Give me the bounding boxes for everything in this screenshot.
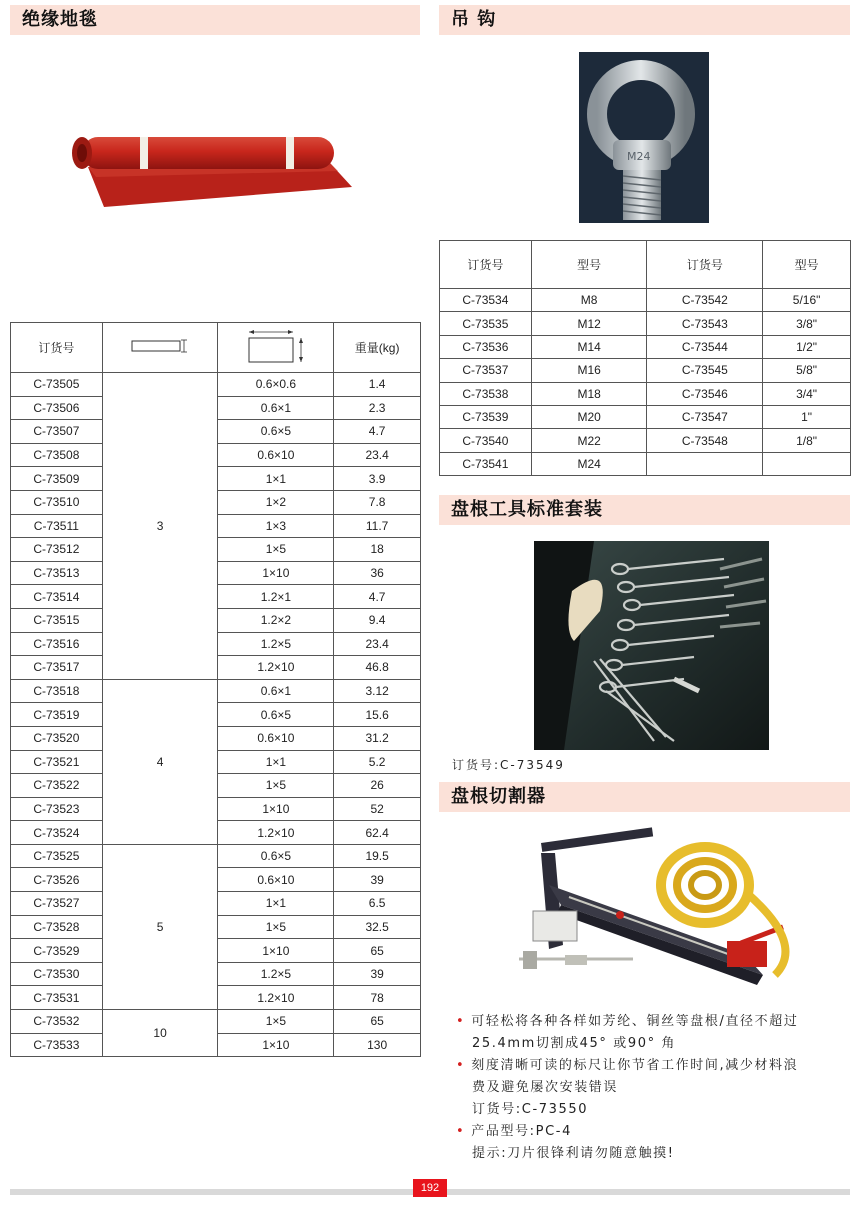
size-cell: 0.6×5 xyxy=(218,703,334,727)
feature-1-line-1: • 可轻松将各种各样如芳纶、铜丝等盘根/直径不超过 xyxy=(456,1014,799,1029)
size-cell: 0.6×0.6 xyxy=(218,373,334,397)
feature-2-line-2: 费及避免屡次安装错误 xyxy=(472,1080,619,1095)
order-number-cell: C-73534 xyxy=(440,289,532,312)
order-number-cell: C-73541 xyxy=(440,452,532,475)
page-number: 192 xyxy=(413,1179,447,1197)
weight-cell: 23.4 xyxy=(334,443,421,467)
size-cell: 1.2×10 xyxy=(218,656,334,680)
size-cell: 1×5 xyxy=(218,915,334,939)
model-cell: 1" xyxy=(763,405,851,428)
weight-cell: 4.7 xyxy=(334,420,421,444)
weight-cell: 39 xyxy=(334,962,421,986)
size-cell: 1×2 xyxy=(218,490,334,514)
model-cell: M14 xyxy=(531,335,647,358)
weight-cell: 62.4 xyxy=(334,821,421,845)
table-row xyxy=(440,452,851,475)
table-row xyxy=(11,679,421,703)
order-number-cell: C-73544 xyxy=(647,335,763,358)
weight-cell: 7.8 xyxy=(334,490,421,514)
weight-cell: 32.5 xyxy=(334,915,421,939)
size-cell: 1×1 xyxy=(218,892,334,916)
weight-cell: 1.4 xyxy=(334,373,421,397)
order-number-cell: C-73543 xyxy=(647,312,763,335)
order-number-cell: C-73511 xyxy=(11,514,103,538)
table-row xyxy=(440,429,851,452)
feature-2-line-1: • 刻度清晰可读的标尺让你节省工作时间,减少材料浪 xyxy=(456,1058,799,1073)
size-cell: 0.6×1 xyxy=(218,396,334,420)
eye-bolt-image xyxy=(579,52,709,223)
order-number-cell: C-73532 xyxy=(11,1010,103,1034)
size-cell: 0.6×5 xyxy=(218,420,334,444)
weight-cell: 36 xyxy=(334,561,421,585)
bullet-dot-icon: • xyxy=(456,1124,466,1139)
thickness-cell: 3 xyxy=(102,373,218,680)
order-number-cell: C-73515 xyxy=(11,608,103,632)
order-number-cell: C-73547 xyxy=(647,405,763,428)
insulating-mat-image xyxy=(60,115,360,215)
weight-cell: 11.7 xyxy=(334,514,421,538)
size-cell: 1×10 xyxy=(218,939,334,963)
size-cell: 1×5 xyxy=(218,1010,334,1034)
order-number-cell: C-73542 xyxy=(647,289,763,312)
order-number-cell: C-73526 xyxy=(11,868,103,892)
weight-cell: 26 xyxy=(334,774,421,798)
table-row xyxy=(440,289,851,312)
weight-cell: 23.4 xyxy=(334,632,421,656)
model-cell: M12 xyxy=(531,312,647,335)
thickness-cell: 4 xyxy=(102,679,218,844)
order-number-cell: C-73545 xyxy=(647,359,763,382)
weight-cell: 2.3 xyxy=(334,396,421,420)
model-cell xyxy=(763,452,851,475)
mat-table xyxy=(10,322,421,1057)
order-number-cell: C-73539 xyxy=(440,405,532,428)
weight-cell: 15.6 xyxy=(334,703,421,727)
size-cell: 1×10 xyxy=(218,1033,334,1057)
size-diagram-icon xyxy=(243,328,309,364)
cutter-feature-list xyxy=(456,1011,846,1165)
table-row xyxy=(440,382,851,405)
order-number-cell: C-73517 xyxy=(11,656,103,680)
size-cell: 1×3 xyxy=(218,514,334,538)
order-number-cell: C-73531 xyxy=(11,986,103,1010)
order-number-cell: C-73507 xyxy=(11,420,103,444)
size-cell: 1.2×2 xyxy=(218,608,334,632)
size-cell: 0.6×5 xyxy=(218,844,334,868)
weight-cell: 9.4 xyxy=(334,608,421,632)
table-row xyxy=(11,373,421,397)
size-cell: 0.6×10 xyxy=(218,868,334,892)
table-row xyxy=(11,844,421,868)
size-cell: 1×1 xyxy=(218,467,334,491)
cutter-safety-tip: 提示:刀片很锋利请勿随意触摸! xyxy=(472,1146,675,1161)
order-number-cell: C-73505 xyxy=(11,373,103,397)
bullet-dot-icon: • xyxy=(456,1058,466,1073)
weight-cell: 78 xyxy=(334,986,421,1010)
order-number-cell: C-73513 xyxy=(11,561,103,585)
weight-cell: 5.2 xyxy=(334,750,421,774)
order-number-cell: C-73530 xyxy=(11,962,103,986)
size-cell: 1.2×10 xyxy=(218,821,334,845)
order-number-cell: C-73538 xyxy=(440,382,532,405)
packing-tools-section-title: 盘根工具标准套装 xyxy=(439,495,850,525)
hook-header-order-2: 订货号 xyxy=(647,241,763,289)
mat-header-thickness xyxy=(102,323,218,373)
hook-header-order-1: 订货号 xyxy=(440,241,532,289)
table-row xyxy=(440,359,851,382)
order-number-cell: C-73540 xyxy=(440,429,532,452)
model-cell: 3/4" xyxy=(763,382,851,405)
size-cell: 1.2×5 xyxy=(218,632,334,656)
model-cell: 1/8" xyxy=(763,429,851,452)
hook-section-title: 吊 钩 xyxy=(439,5,850,35)
order-number-cell: C-73514 xyxy=(11,585,103,609)
weight-cell: 46.8 xyxy=(334,656,421,680)
weight-cell: 130 xyxy=(334,1033,421,1057)
mat-section-title: 绝缘地毯 xyxy=(10,5,420,35)
order-number-cell: C-73522 xyxy=(11,774,103,798)
size-cell: 1.2×10 xyxy=(218,986,334,1010)
weight-cell: 6.5 xyxy=(334,892,421,916)
weight-cell: 52 xyxy=(334,797,421,821)
model-cell: M22 xyxy=(531,429,647,452)
model-cell: M20 xyxy=(531,405,647,428)
weight-cell: 4.7 xyxy=(334,585,421,609)
feature-1-line-2: 25.4mm切割成45° 或90° 角 xyxy=(472,1036,677,1051)
thickness-cell: 5 xyxy=(102,844,218,1009)
order-number-cell: C-73533 xyxy=(11,1033,103,1057)
mat-header-order: 订货号 xyxy=(11,323,103,373)
order-number-cell: C-73510 xyxy=(11,490,103,514)
size-cell: 0.6×10 xyxy=(218,443,334,467)
mat-header-weight: 重量(kg) xyxy=(334,323,421,373)
table-row xyxy=(440,312,851,335)
packing-cutter-image xyxy=(505,825,810,990)
thickness-cell: 10 xyxy=(102,1010,218,1057)
order-number-cell: C-73546 xyxy=(647,382,763,405)
order-number-cell: C-73521 xyxy=(11,750,103,774)
order-number-cell: C-73518 xyxy=(11,679,103,703)
model-cell: 1/2" xyxy=(763,335,851,358)
weight-cell: 31.2 xyxy=(334,726,421,750)
size-cell: 0.6×10 xyxy=(218,726,334,750)
cutter-order-number: 订货号:C-73550 xyxy=(472,1102,589,1117)
size-cell: 1.2×1 xyxy=(218,585,334,609)
size-cell: 1×5 xyxy=(218,538,334,562)
hook-table xyxy=(439,240,851,476)
order-number-cell: C-73525 xyxy=(11,844,103,868)
size-cell: 1×1 xyxy=(218,750,334,774)
weight-cell: 3.9 xyxy=(334,467,421,491)
packing-tools-image xyxy=(534,541,769,750)
weight-cell: 65 xyxy=(334,939,421,963)
model-cell: M18 xyxy=(531,382,647,405)
order-number-cell: C-73506 xyxy=(11,396,103,420)
model-cell: 5/16" xyxy=(763,289,851,312)
order-number-cell: C-73535 xyxy=(440,312,532,335)
size-cell: 1×10 xyxy=(218,561,334,585)
svg-text:M24: M24 xyxy=(627,150,651,163)
order-number-cell: C-73536 xyxy=(440,335,532,358)
weight-cell: 19.5 xyxy=(334,844,421,868)
model-cell: M24 xyxy=(531,452,647,475)
table-row xyxy=(440,335,851,358)
order-number-cell: C-73520 xyxy=(11,726,103,750)
weight-cell: 39 xyxy=(334,868,421,892)
thickness-diagram-icon xyxy=(130,336,190,356)
packing-tools-order-number: 订货号:C-73549 xyxy=(452,758,565,772)
table-row xyxy=(440,405,851,428)
model-cell: 5/8" xyxy=(763,359,851,382)
model-cell: M8 xyxy=(531,289,647,312)
order-number-cell: C-73523 xyxy=(11,797,103,821)
hook-header-model-1: 型号 xyxy=(531,241,647,289)
mat-header-size xyxy=(218,323,334,373)
hook-header-model-2: 型号 xyxy=(763,241,851,289)
order-number-cell: C-73528 xyxy=(11,915,103,939)
order-number-cell: C-73527 xyxy=(11,892,103,916)
order-number-cell: C-73519 xyxy=(11,703,103,727)
weight-cell: 18 xyxy=(334,538,421,562)
order-number-cell: C-73512 xyxy=(11,538,103,562)
order-number-cell: C-73548 xyxy=(647,429,763,452)
model-cell: M16 xyxy=(531,359,647,382)
table-row xyxy=(11,1010,421,1034)
size-cell: 0.6×1 xyxy=(218,679,334,703)
order-number-cell: C-73524 xyxy=(11,821,103,845)
order-number-cell: C-73529 xyxy=(11,939,103,963)
model-cell: 3/8" xyxy=(763,312,851,335)
cutter-section-title: 盘根切割器 xyxy=(439,782,850,812)
order-number-cell: C-73509 xyxy=(11,467,103,491)
weight-cell: 65 xyxy=(334,1010,421,1034)
order-number-cell: C-73537 xyxy=(440,359,532,382)
order-number-cell: C-73516 xyxy=(11,632,103,656)
size-cell: 1×5 xyxy=(218,774,334,798)
weight-cell: 3.12 xyxy=(334,679,421,703)
size-cell: 1.2×5 xyxy=(218,962,334,986)
feature-3: • 产品型号:PC-4 xyxy=(456,1124,572,1139)
order-number-cell: C-73508 xyxy=(11,443,103,467)
order-number-cell xyxy=(647,452,763,475)
size-cell: 1×10 xyxy=(218,797,334,821)
bullet-dot-icon: • xyxy=(456,1014,466,1029)
